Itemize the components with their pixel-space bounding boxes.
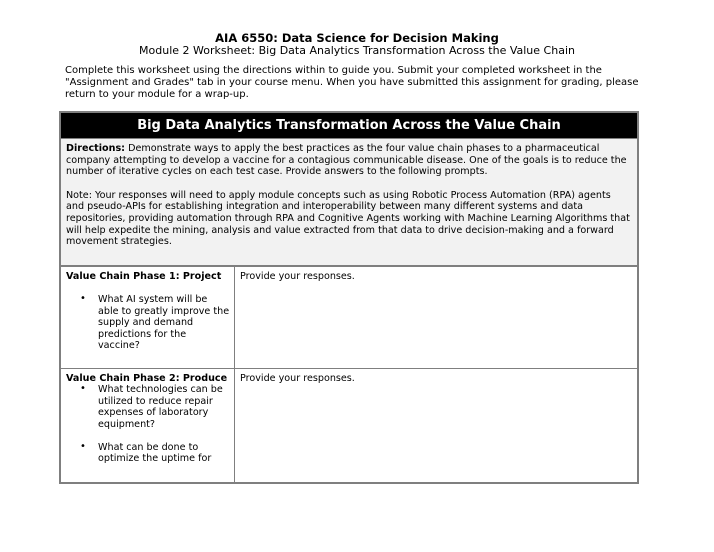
- worksheet-table: [59, 111, 639, 484]
- directions-label: Directions:: [66, 143, 126, 154]
- phase-2-prompt-cell: [61, 369, 235, 482]
- list-item: • What can be done to optimize the uptime for: [80, 441, 212, 465]
- phase-2-label: Value Chain Phase 2: Produce: [66, 373, 228, 384]
- intro-line-3: return to your module for a wrap-up.: [65, 89, 249, 100]
- phase-2-bullets: [66, 384, 230, 464]
- table-header: Big Data Analytics Transformation Across the Value Chain: [61, 113, 637, 138]
- bullet-icon: •: [80, 293, 86, 305]
- intro-line-1: Complete this worksheet using the directions within to guide you. Submit your completed worksheet in the: [65, 65, 602, 76]
- list-item: • What AI system will be able to greatly improve the supply and demand predictions for the vaccine?: [80, 293, 230, 352]
- directions-text: Demonstrate ways to apply the best practices as the four value chain phases to a pharmaceutical company attempting to develop a vaccine for a contagious communicable disease. One of the goals is to reduce the number of iterative cycles on each test case. Provide answers to the following prompts.: [66, 143, 627, 178]
- list-item: • What technologies can be utilized to reduce repair expenses of laboratory equipment?: [80, 383, 223, 430]
- document-subtitle: Module 2 Worksheet: Big Data Analytics Transformation Across the Value Chain: [139, 44, 575, 57]
- phase-1-response[interactable]: Provide your responses.: [240, 271, 355, 282]
- bullet-icon: •: [80, 441, 86, 453]
- phase-1-prompt-cell: [61, 267, 235, 368]
- table-row-phase-1: [61, 267, 637, 369]
- phase-1-label: Value Chain Phase 1: Project: [66, 271, 222, 282]
- phase-1-bullets: [66, 294, 230, 351]
- directions-cell: [61, 138, 637, 267]
- list-spacer: [66, 430, 230, 442]
- table-row-phase-2: [61, 369, 637, 482]
- bullet-icon: •: [80, 383, 86, 395]
- intro-paragraph: [65, 65, 655, 101]
- phase-2-response-cell[interactable]: [235, 369, 637, 482]
- document-title: AIA 6550: Data Science for Decision Making: [215, 31, 499, 45]
- directions-paragraph: [66, 143, 631, 178]
- note-paragraph: Note: Your responses will need to apply module concepts such as using Robotic Process Automation (RPA) agents and pseudo-APIs for establishing integration and interoperability between many different systems and data repositories, providing automation through RPA and Cognitive Agents working with Machine Learning Algorithms that will help expedite the mining, analysis and value extracted from that data to drive decision-making and a forward movement strategies.: [66, 189, 630, 248]
- phase-1-response-cell[interactable]: [235, 267, 637, 368]
- intro-line-2: "Assignment and Grades" tab in your course menu. When you have submitted this assignment for grading, please: [65, 77, 639, 88]
- phase-2-response[interactable]: Provide your responses.: [240, 373, 355, 384]
